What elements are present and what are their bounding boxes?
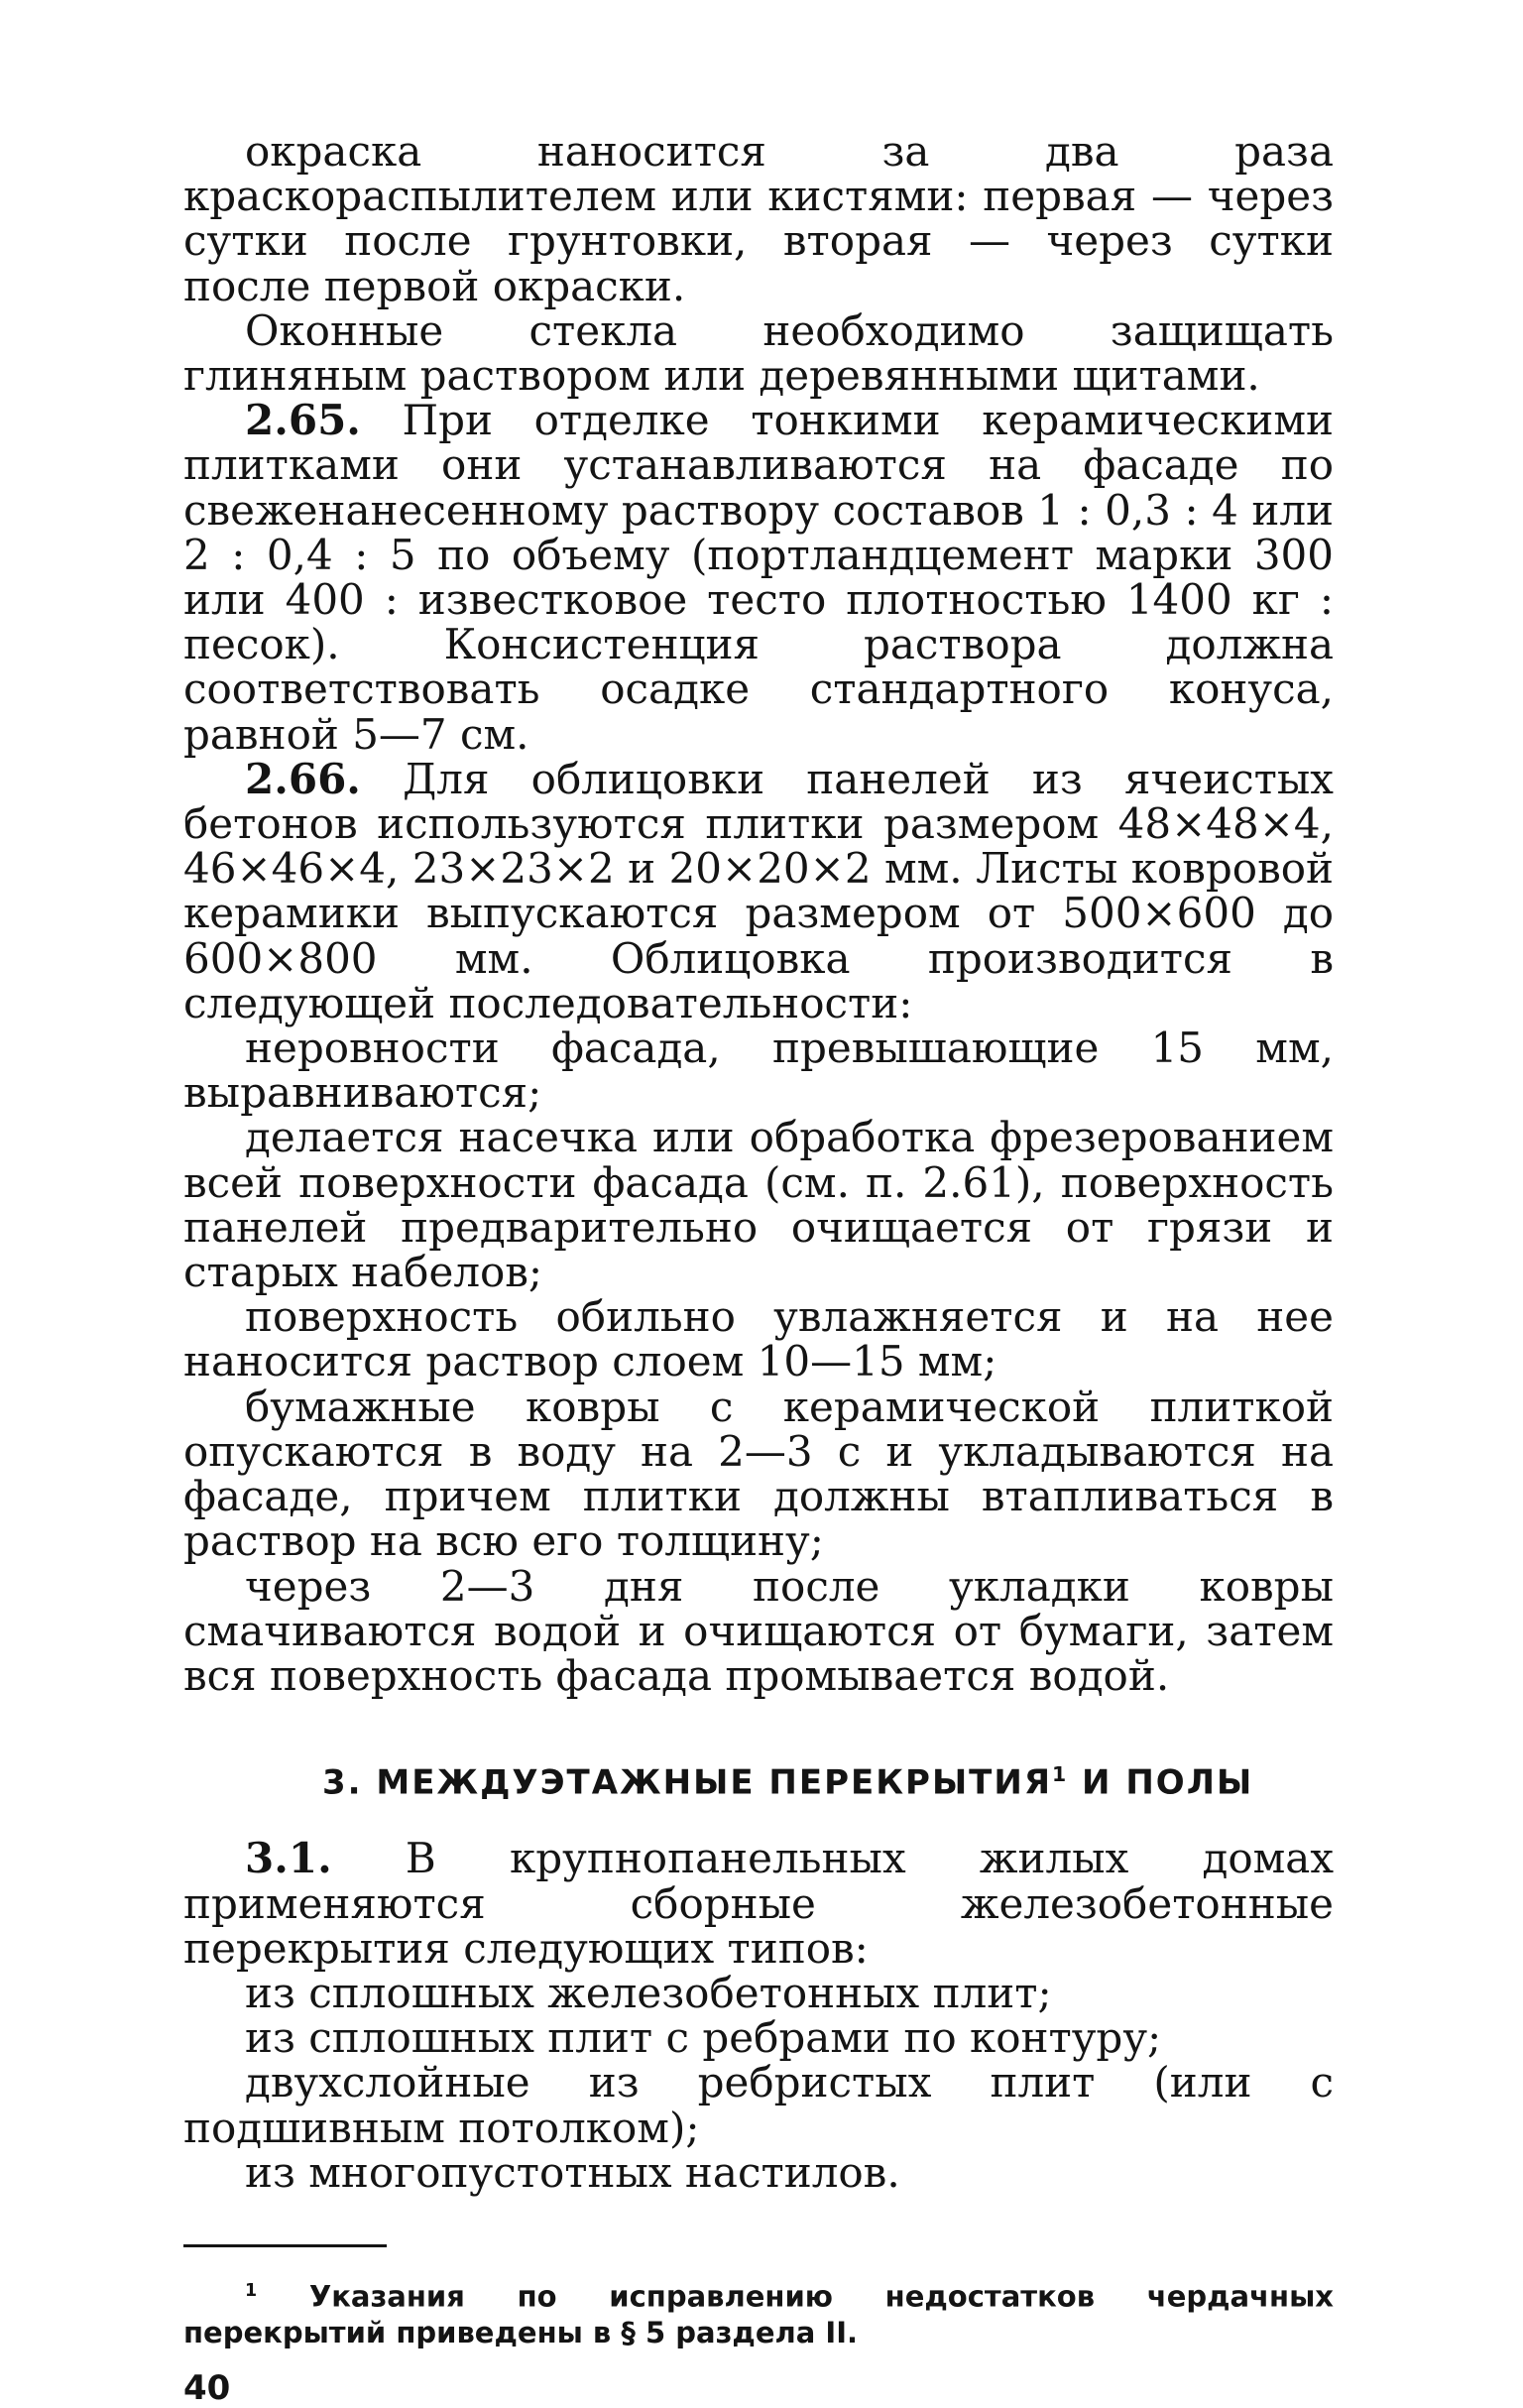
list-item: бумажные ковры с керамической плиткой опускаются в воду на 2—3 с и укладываются на фасаде, причем плитки должны втапливаться в раствор на всю его толщину; — [183, 1382, 1334, 1566]
list-item: поверхность обильно увлажняется и на нее наносится раствор слоем 10—15 мм; — [183, 1292, 1334, 1386]
list-item: неровности фасада, превышающие 15 мм, выравниваются; — [183, 1023, 1334, 1118]
section-text — [183, 1836, 1334, 2195]
page-number: 40 — [183, 2367, 231, 2408]
footnote-mark: 1 — [1052, 1762, 1069, 1787]
paragraph: окраска наносится за два раза краскораспылителем или кистями: первая — через сутки после грунтовки, вторая — через сутки после первой окраски. — [183, 127, 1334, 310]
list-item: из многопустотных настилов. — [245, 2147, 900, 2197]
list-item: делается насечка или обработка фрезерованием всей поверхности фасада (см. п. 2.61), поверхность панелей предварительно очищается от грязи и старых набелов; — [183, 1113, 1334, 1297]
clause-number: 3.1. — [245, 1834, 332, 1883]
footnote-mark: 1 — [245, 2281, 258, 2302]
footnote-divider — [183, 2244, 387, 2247]
page — [183, 129, 1334, 2408]
list-item: через 2—3 дня после укладки ковры смачиваются водой и очищаются от бумаги, затем вся поверхность фасада промывается водой. — [183, 1561, 1334, 1700]
section-heading: 3. МЕЖДУЭТАЖНЫЕ ПЕРЕКРЫТИЯ$^1$ И ПОЛЫ — [322, 1762, 1254, 1803]
paragraph-2-65: 2.65. При отделке тонкими керамическими плитками они устанавливаются на фасаде по свеженанесенному раствору составов 1 : 0,3 : 4 или 2 : 0,4 : 5 по объему (портландцемент марки 300 или 400 : известковое тесто плотностью 1400 кг : песок). Консистенция раствора должна соответствовать осадке стандартного конуса, равной 5—7 см. — [183, 396, 1334, 759]
clause-number: 2.66. — [245, 754, 361, 803]
list-item: из сплошных железобетонных плит; — [245, 1969, 1052, 2018]
footnote: $^1$ Указания по исправлению недостатков чердачных перекрытий приведены в § 5 раздела II. — [183, 2279, 1334, 2349]
list-item: из сплошных плит с ребрами по контуру; — [245, 2013, 1162, 2063]
clause-number: 2.65. — [245, 396, 361, 445]
main-text — [183, 129, 1334, 1698]
paragraph: Оконные стекла необходимо защищать глиняным раствором или деревянными щитами. — [183, 305, 1334, 401]
paragraph-3-1: 3.1. В крупнопанельных жилых домах применяются сборные железобетонные перекрытия следующих типов: — [183, 1834, 1334, 1973]
list-item: двухслойные из ребристых плит (или с подшивным потолком); — [183, 2058, 1334, 2152]
paragraph-2-66: 2.66. Для облицовки панелей из ячеистых бетонов используются плитки размером 48×48×4, 46×46×4, 23×23×2 и 20×20×2 мм. Листы ковровой керамики выпускаются размером от 500×600 до 600×800 мм. Облицовка производится в следующей последовательности: — [183, 754, 1334, 1027]
